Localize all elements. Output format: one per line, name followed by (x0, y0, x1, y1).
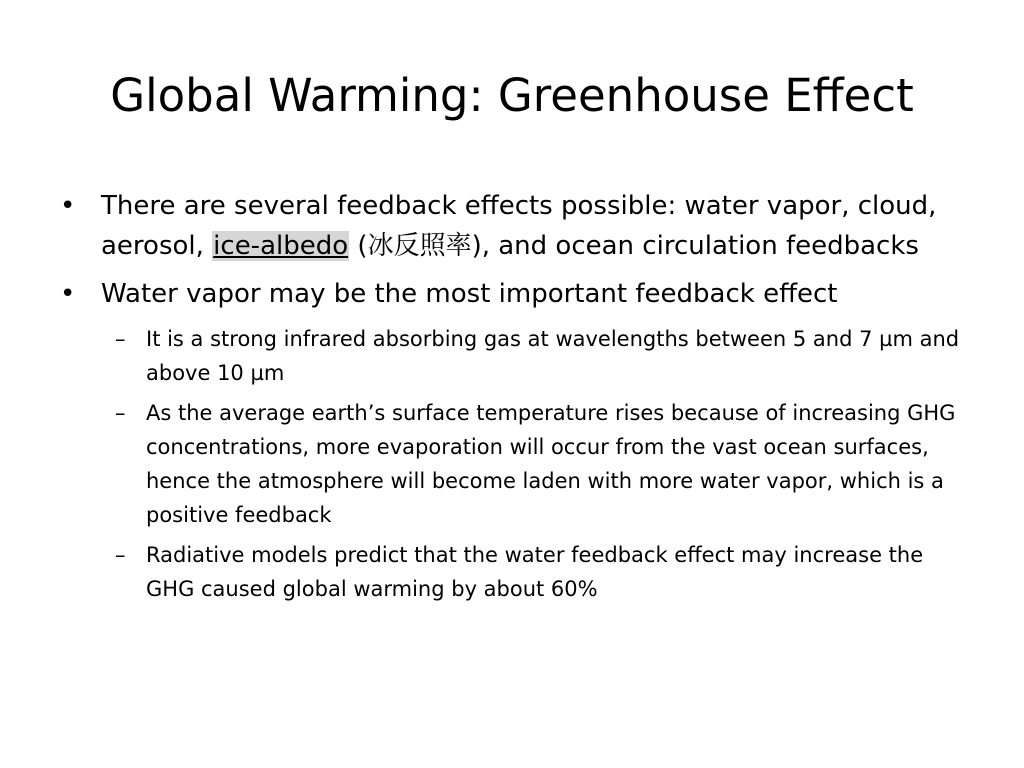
highlighted-term: ice-albedo (213, 231, 349, 261)
bullet-text-tail: ), and ocean circulation feedbacks (471, 231, 919, 261)
sub-bullet-marker: – (115, 401, 126, 425)
chinese-term: 冰反照率 (367, 231, 472, 261)
bullet-text: Water vapor may be the most important feedback effect (101, 279, 838, 309)
slide-title: Global Warming: Greenhouse Effect (110, 69, 914, 122)
bullet-item (60, 186, 970, 266)
bullet-item (60, 274, 970, 314)
bullet-marker: • (60, 279, 76, 309)
sub-bullet-text: As the average earth’s surface temperature rises because of increasing GHG concentrations, more evaporation will occur from the vast ocean surfaces, hence the atmosphere will become laden with more water vapor, which is a positive feedback (146, 401, 956, 527)
sub-bullet-text: Radiative models predict that the water feedback effect may increase the GHG caused global warming by about 60% (146, 543, 924, 601)
paren-open: ( (349, 231, 368, 261)
sub-bullet-item (60, 322, 970, 390)
sub-bullet-item (60, 396, 970, 532)
sub-bullet-marker: – (115, 543, 126, 567)
sub-bullet-marker: – (115, 327, 126, 351)
slide-body (60, 186, 970, 612)
bullet-marker: • (60, 191, 76, 221)
sub-bullet-item (60, 538, 970, 606)
sub-bullet-text: It is a strong infrared absorbing gas at wavelengths between 5 and 7 µm and above 10 µm (146, 327, 960, 385)
bullet-text: There are several feedback effects possible: water vapor, cloud, aerosol, (101, 191, 937, 261)
